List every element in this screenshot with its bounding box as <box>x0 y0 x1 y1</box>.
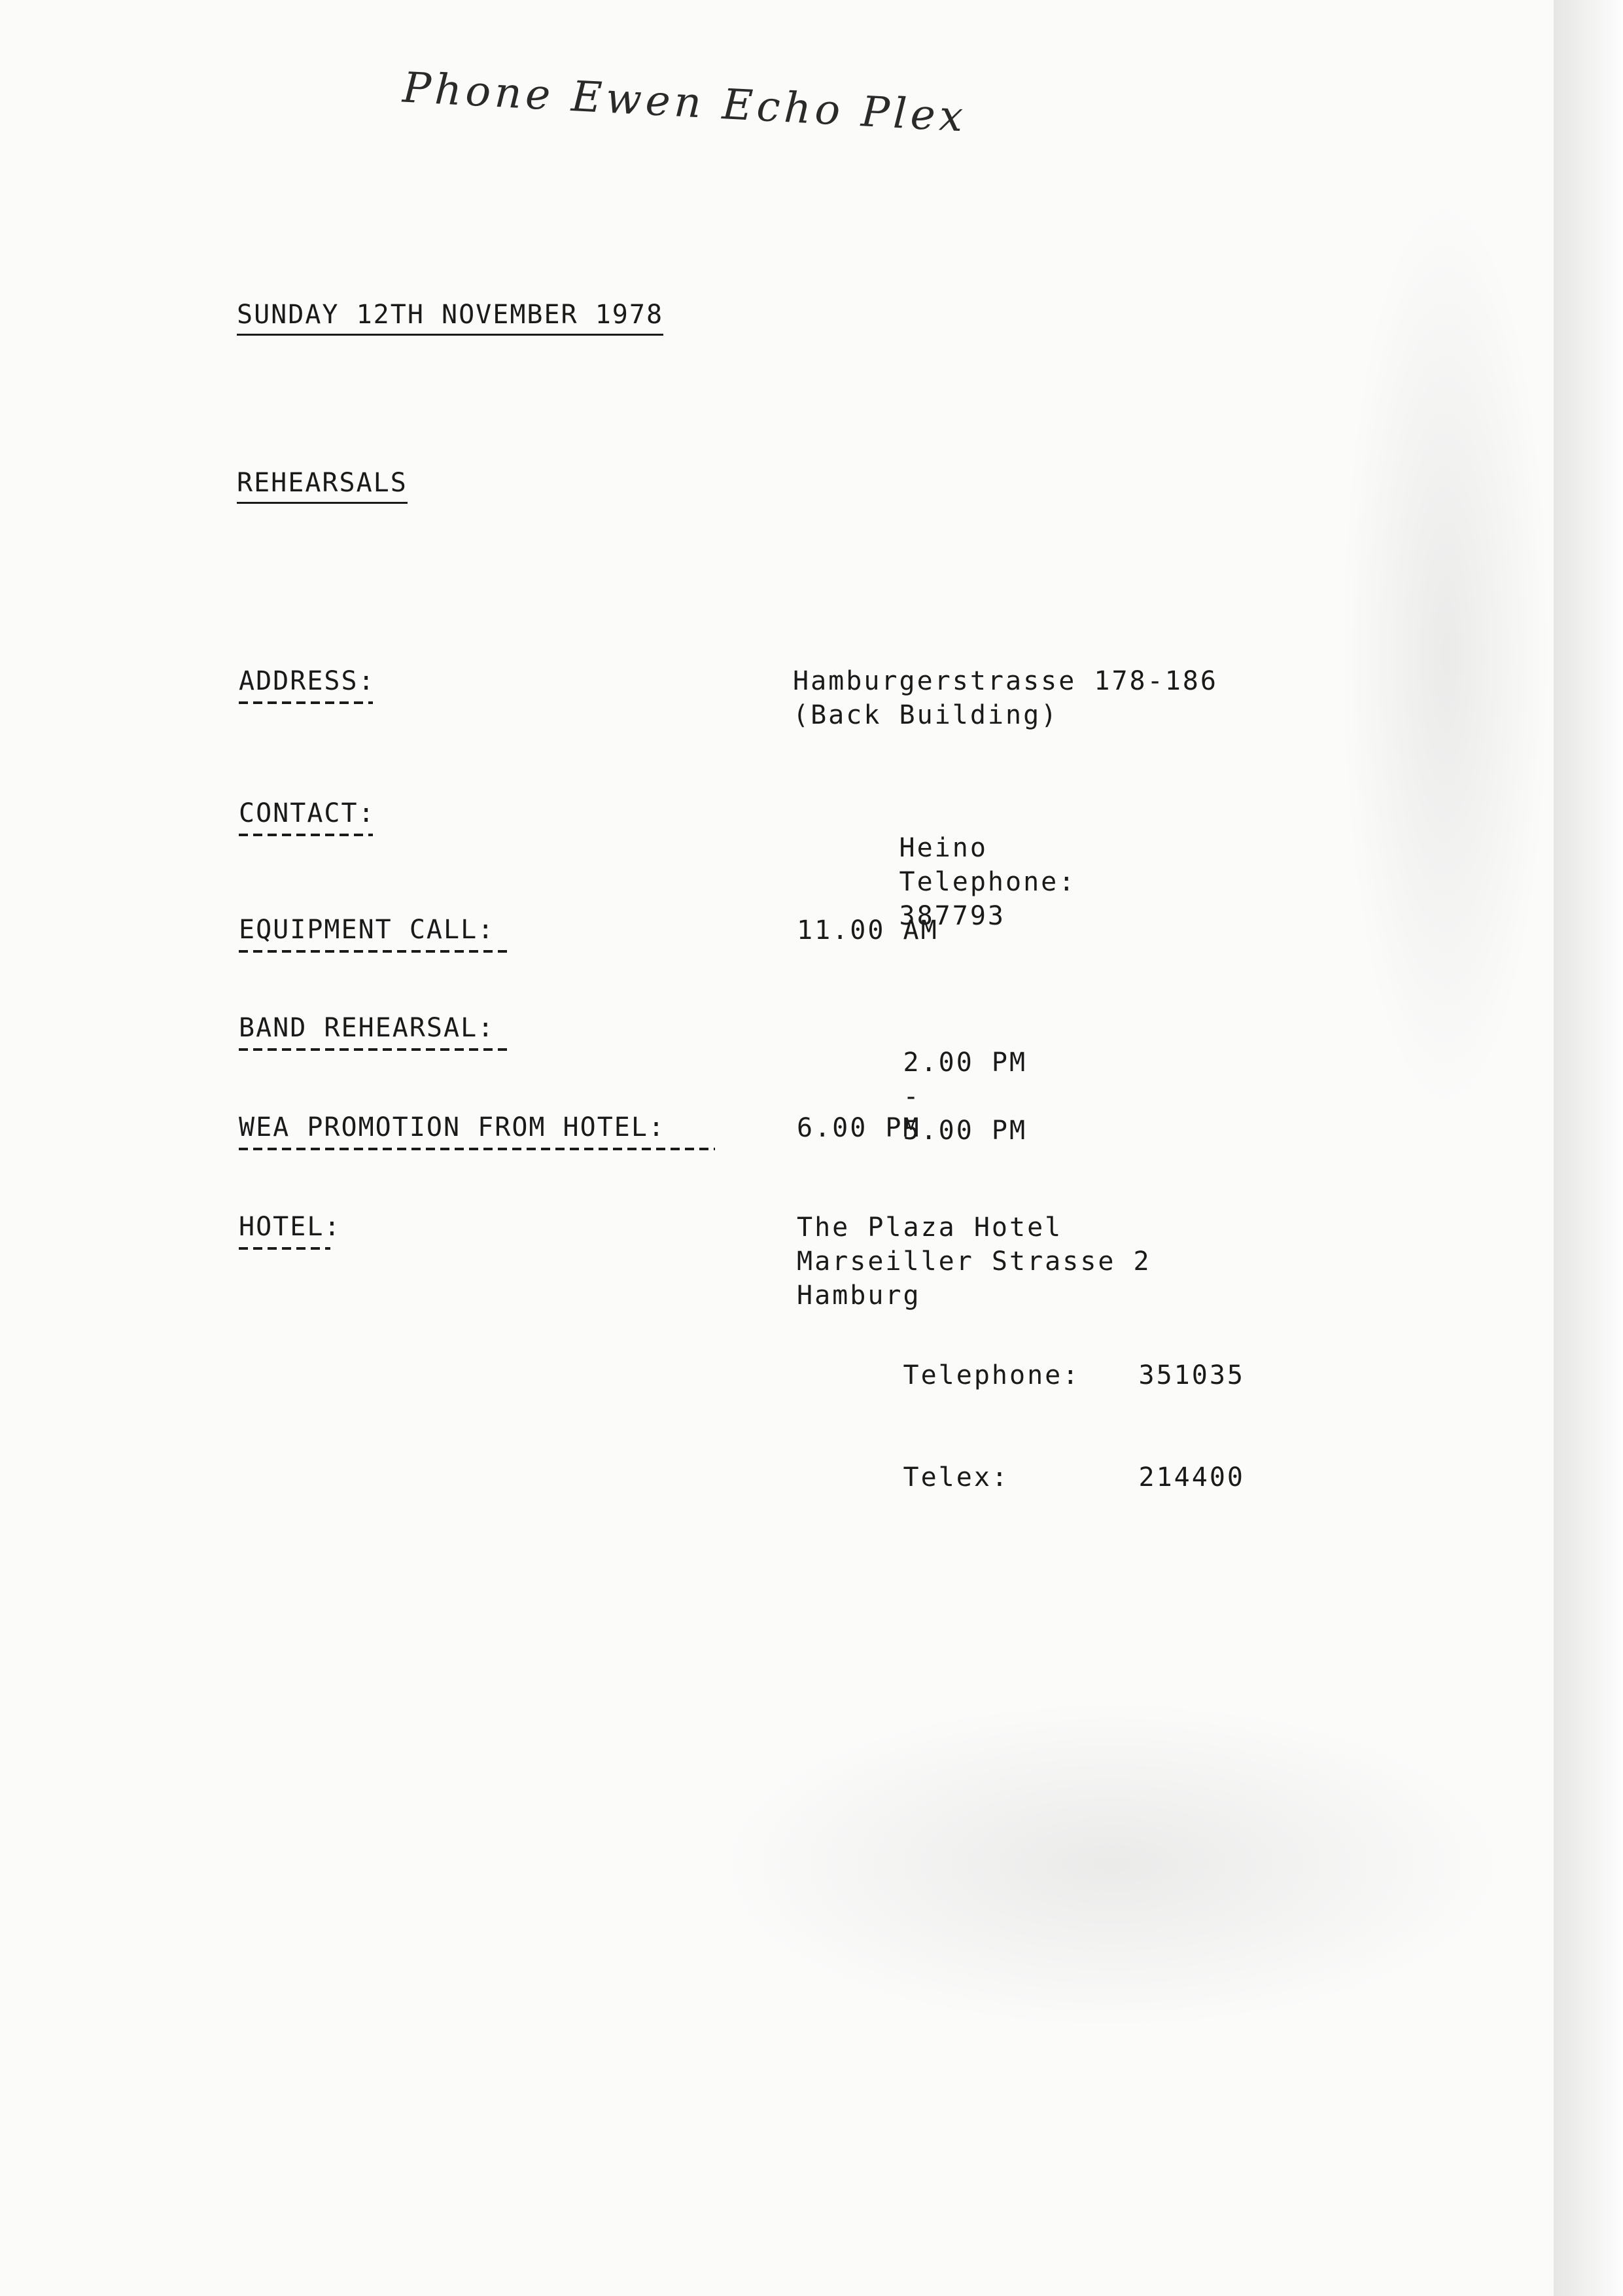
address-line-1: Hamburgerstrasse 178-186 <box>793 666 1218 696</box>
address-value <box>793 664 1218 732</box>
toner-smudge <box>720 1701 1505 2028</box>
page-edge-shadow <box>1554 0 1623 2296</box>
rehearsal-separator: - <box>903 1082 921 1112</box>
section-heading: REHEARSALS <box>237 468 408 504</box>
band-rehearsal-time <box>797 1012 1080 1182</box>
contact-name: Heino <box>899 833 988 863</box>
hotel-details <box>797 1210 1245 1528</box>
wea-promotion-time: 6.00 PM <box>797 1113 921 1143</box>
address-line-2: (Back Building) <box>793 700 1059 730</box>
hotel-telex-number: 214400 <box>1138 1462 1245 1492</box>
rehearsal-start: 2.00 PM <box>903 1048 1028 1078</box>
equipment-call-label: EQUIPMENT CALL: <box>239 915 512 953</box>
rehearsal-end: 5.00 PM <box>903 1116 1028 1146</box>
date-heading: SUNDAY 12TH NOVEMBER 1978 <box>237 300 663 336</box>
hotel-telephone-number: 351035 <box>1138 1360 1245 1390</box>
hotel-street: Marseiller Strasse 2 <box>797 1246 1151 1277</box>
band-rehearsal-label: BAND REHEARSAL: <box>239 1013 512 1051</box>
hotel-telephone-label: Telephone: <box>903 1360 1081 1390</box>
contact-telephone-number: 387793 <box>899 901 1005 931</box>
handwritten-note: Phone Ewen Echo Plex <box>401 63 968 142</box>
hotel-telex-label: Telex: <box>903 1462 1009 1492</box>
toner-smudge <box>1341 196 1550 1112</box>
address-label: ADDRESS: <box>239 666 375 704</box>
contact-label: CONTACT: <box>239 798 375 836</box>
hotel-name: The Plaza Hotel <box>797 1212 1063 1243</box>
contact-telephone-label: Telephone: <box>899 867 1077 897</box>
hotel-city: Hamburg <box>797 1280 921 1311</box>
wea-promotion-label: WEA PROMOTION FROM HOTEL: <box>239 1112 715 1150</box>
hotel-label: HOTEL: <box>239 1212 341 1250</box>
equipment-call-time: 11.00 AM <box>797 915 939 945</box>
